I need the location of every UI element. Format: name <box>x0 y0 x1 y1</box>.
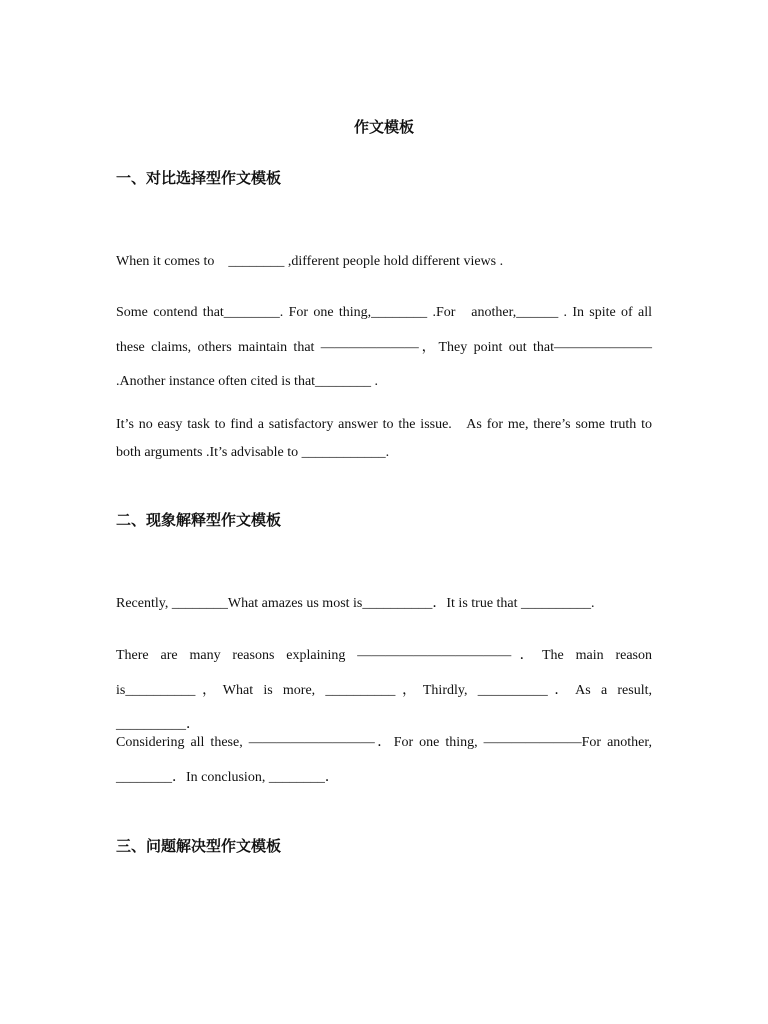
paragraph-comparison-conclusion: It’s no easy task to find a satisfactory answer to the issue. As for me, there’s some truth to both arguments .It’s advisable to ____________. <box>116 417 652 460</box>
section-heading-comparison: 一、对比选择型作文模板 <box>116 169 282 187</box>
paragraph-phenomenon-intro: Recently, ________What amazes us most is__________．It is true that __________. <box>116 596 595 611</box>
document-title: 作文模板 <box>353 118 414 136</box>
paragraph-phenomenon-conclusion: Considering all these, —————————．For one thing, ———————For another, ________．In conclusion, ________． <box>116 735 652 785</box>
paragraph-phenomenon-body: There are many reasons explaining ———————————．The main reason is__________，What is more, __________，Thirdly, __________．As a result, __________． <box>116 648 652 732</box>
paragraph-comparison-intro: When it comes to ________ ,different people hold different views . <box>116 254 504 269</box>
section-heading-phenomenon: 二、现象解释型作文模板 <box>116 511 282 529</box>
paragraph-comparison-body: Some contend that________. For one thing,________ .For another,______ . In spite of all these claims, others maintain that ———————，They point out that——————— .Another instance often cited is that________ . <box>116 305 652 389</box>
section-heading-problem-solving: 三、问题解决型作文模板 <box>116 837 282 855</box>
